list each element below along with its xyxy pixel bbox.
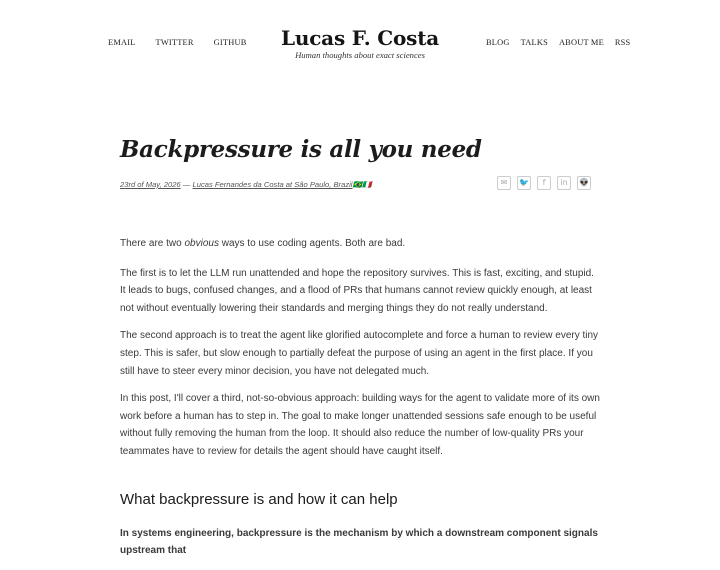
nav-blog-link[interactable]: BLOG <box>486 38 510 47</box>
email-share-icon[interactable]: ✉ <box>497 176 511 190</box>
linkedin-share-icon[interactable]: in <box>557 176 571 190</box>
facebook-share-icon[interactable]: f <box>537 176 551 190</box>
twitter-share-icon[interactable]: 🐦 <box>517 176 531 190</box>
paragraph-first-approach: The first is to let the LLM run unattended and hope the repository survives. This is fast, exciting, and stupid. It leads to bugs, confused changes, and a flood of PRs that humans cannot review quickly enough, at least not without eventually lowering their standards and merging things they do not really understand. <box>120 267 594 314</box>
nav-talks-link[interactable]: TALKS <box>520 38 548 47</box>
paragraph-backpressure: In systems engineering, backpressure is the mechanism by which a downstream component signals upstream that <box>120 527 598 557</box>
nav-rss-link[interactable]: RSS <box>614 38 631 47</box>
meta-separator: — <box>182 180 191 189</box>
nav-about-link[interactable]: ABOUT ME <box>558 38 604 47</box>
nav-github-link[interactable]: GITHUB <box>213 38 247 47</box>
paragraph-third-approach: In this post, I'll cover a third, not-so-obvious approach: building ways for the agent to validate more of its own work before a human has to step in. The goal to make longer unattended sessions safe enough to be useful without fully removing the human from the loop. It should also reduce the number of low-quality PRs your teammates have to review for details the agent should have caught itself. <box>120 393 600 457</box>
section-heading: What backpressure is and how it can help <box>120 490 398 508</box>
paragraph-intro <box>120 235 600 253</box>
post-title: Backpressure is all you need <box>120 136 482 163</box>
intro-text-start: There are two <box>120 238 185 249</box>
post-author[interactable]: Lucas Fernandes da Costa at São Paulo, Brazil <box>192 180 353 189</box>
post-meta <box>120 180 371 189</box>
intro-text-end: ways to use coding agents. Both are bad. <box>218 238 406 249</box>
share-icons <box>497 176 597 190</box>
reddit-share-icon[interactable]: 👽 <box>577 176 591 190</box>
site-brand[interactable] <box>270 26 450 60</box>
intro-emphasis: obvious <box>184 238 219 249</box>
nav-left <box>108 38 267 47</box>
flag-icons: 🇧🇷🇮🇹 <box>352 180 372 189</box>
nav-right <box>486 38 641 47</box>
site-title[interactable]: Lucas F. Costa <box>281 26 439 50</box>
nav-email-link[interactable]: EMAIL <box>108 38 136 47</box>
post-content <box>120 235 600 570</box>
post-date[interactable]: 23rd of May, 2026 <box>120 180 181 189</box>
paragraph-second-approach: The second approach is to treat the agent like glorified autocomplete and force a human to review every tiny step. This is safer, but slow enough to partially defeat the purpose of using an agent in the first place. If you still have to steer every minor decision, you have not delegated much. <box>120 330 599 377</box>
site-subtitle: Human thoughts about exact sciences <box>295 50 425 60</box>
nav-twitter-link[interactable]: TWITTER <box>155 38 194 47</box>
